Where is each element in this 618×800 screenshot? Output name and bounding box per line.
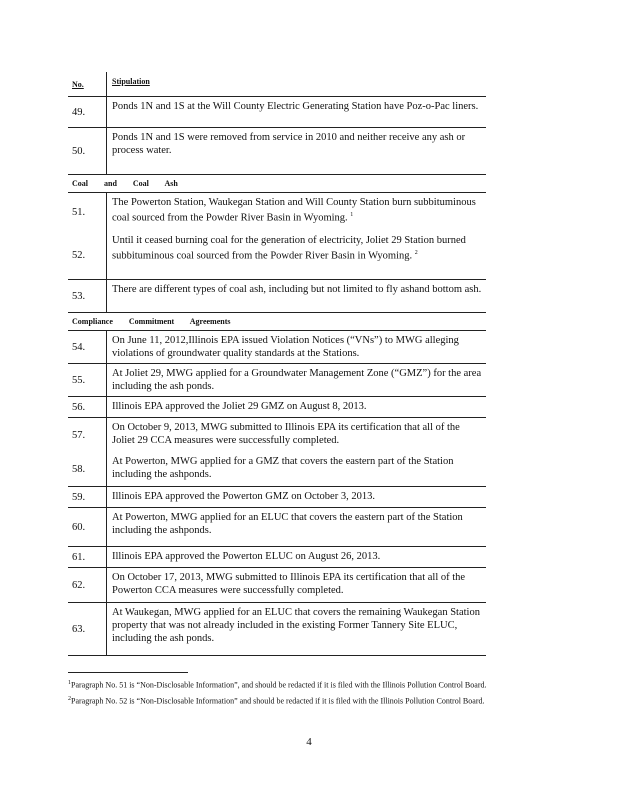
footnote-ref: 1 bbox=[350, 212, 354, 218]
footnote-rule bbox=[68, 672, 188, 673]
table-row bbox=[68, 602, 486, 656]
footnote-2: $^2$Paragraph No. 52 is “Non-Disclosable Information” and should be redacted if it is filed with the Illinois Pollution Control Board. bbox=[68, 695, 485, 706]
row-text: The Powerton Station, Waukegan Station and Will County Station burn subbituminous coal sourced from the Powder River Basin in Wyoming. $^1$ bbox=[106, 193, 486, 231]
row-number: 62. bbox=[72, 579, 86, 591]
table-row bbox=[68, 330, 486, 363]
header-no: No. bbox=[72, 79, 84, 89]
page-number: 4 bbox=[306, 736, 312, 748]
header-stipulation: Stipulation bbox=[106, 72, 486, 96]
row-text: At Waukegan, MWG applied for an ELUC that covers the remaining Waukegan Station property that was not already included in the existing Former Tannery Site ELUC, including the ash ponds. bbox=[106, 603, 486, 655]
row-text: Ponds 1N and 1S were removed from service in 2010 and neither receive any ash or process water. bbox=[106, 128, 486, 174]
row-number: 49. bbox=[72, 106, 86, 118]
row-number: 58. bbox=[72, 463, 86, 475]
stipulation-table bbox=[68, 72, 486, 656]
table-row bbox=[68, 231, 486, 279]
row-text: Illinois EPA approved the Powerton ELUC on August 26, 2013. bbox=[106, 547, 486, 567]
row-number: 50. bbox=[72, 145, 86, 157]
table-row bbox=[68, 96, 486, 127]
row-text: There are different types of coal ash, including but not limited to fly ashand bottom ash. bbox=[106, 280, 486, 312]
table-row bbox=[68, 279, 486, 312]
table-row bbox=[68, 396, 486, 417]
row-number: 51. bbox=[72, 206, 86, 218]
row-number: 55. bbox=[72, 374, 86, 386]
row-number: 56. bbox=[72, 401, 86, 413]
footnotes bbox=[68, 678, 528, 709]
footnote-ref: 2 bbox=[414, 250, 418, 256]
row-text: Illinois EPA approved the Powerton GMZ on October 3, 2013. bbox=[106, 487, 486, 507]
row-text: Until it ceased burning coal for the generation of electricity, Joliet 29 Station burned subbituminous coal sourced from the Powder River Basin in Wyoming. $^2$ bbox=[106, 231, 486, 279]
row-number: 53. bbox=[72, 290, 86, 302]
row-text: At Powerton, MWG applied for a GMZ that covers the eastern part of the Station including the ashponds. bbox=[106, 452, 486, 486]
row-number: 61. bbox=[72, 551, 86, 563]
table-header bbox=[68, 72, 486, 96]
row-text: On October 17, 2013, MWG submitted to Illinois EPA its certification that all of the Powerton CCA measures were successfully completed. bbox=[106, 568, 486, 602]
section-heading-compliance: Compliance Commitment Agreements bbox=[68, 312, 486, 330]
table-row bbox=[68, 417, 486, 452]
table-row bbox=[68, 546, 486, 567]
row-text: At Powerton, MWG applied for an ELUC that covers the eastern part of the Station including the ashponds. bbox=[106, 508, 486, 546]
row-number: 59. bbox=[72, 491, 86, 503]
row-number: 63. bbox=[72, 623, 86, 635]
table-row bbox=[68, 452, 486, 486]
row-number: 52. bbox=[72, 249, 86, 261]
table-row bbox=[68, 486, 486, 507]
table-row bbox=[68, 363, 486, 396]
table-row bbox=[68, 192, 486, 231]
table-row bbox=[68, 127, 486, 174]
table-row bbox=[68, 567, 486, 602]
row-text: Illinois EPA approved the Joliet 29 GMZ on August 8, 2013. bbox=[106, 397, 486, 417]
section-heading-coal-ash: Coal and Coal Ash bbox=[68, 174, 486, 192]
row-text: On June 11, 2012,Illinois EPA issued Violation Notices (“VNs”) to MWG alleging violations of groundwater quality standards at the Stations. bbox=[106, 331, 486, 363]
row-number: 60. bbox=[72, 521, 86, 533]
row-text: Ponds 1N and 1S at the Will County Electric Generating Station have Poz-o-Pac liners. bbox=[106, 97, 486, 127]
table-row bbox=[68, 507, 486, 546]
row-number: 57. bbox=[72, 429, 86, 441]
row-text: At Joliet 29, MWG applied for a Groundwater Management Zone (“GMZ”) for the area including the ash ponds. bbox=[106, 364, 486, 396]
row-text: On October 9, 2013, MWG submitted to Illinois EPA its certification that all of the Joliet 29 CCA measures were successfully completed. bbox=[106, 418, 486, 452]
footnote-1: $^1$Paragraph No. 51 is “Non-Disclosable Information”, and should be redacted if it is filed with the Illinois Pollution Control Board. bbox=[68, 680, 487, 690]
row-number: 54. bbox=[72, 341, 86, 353]
